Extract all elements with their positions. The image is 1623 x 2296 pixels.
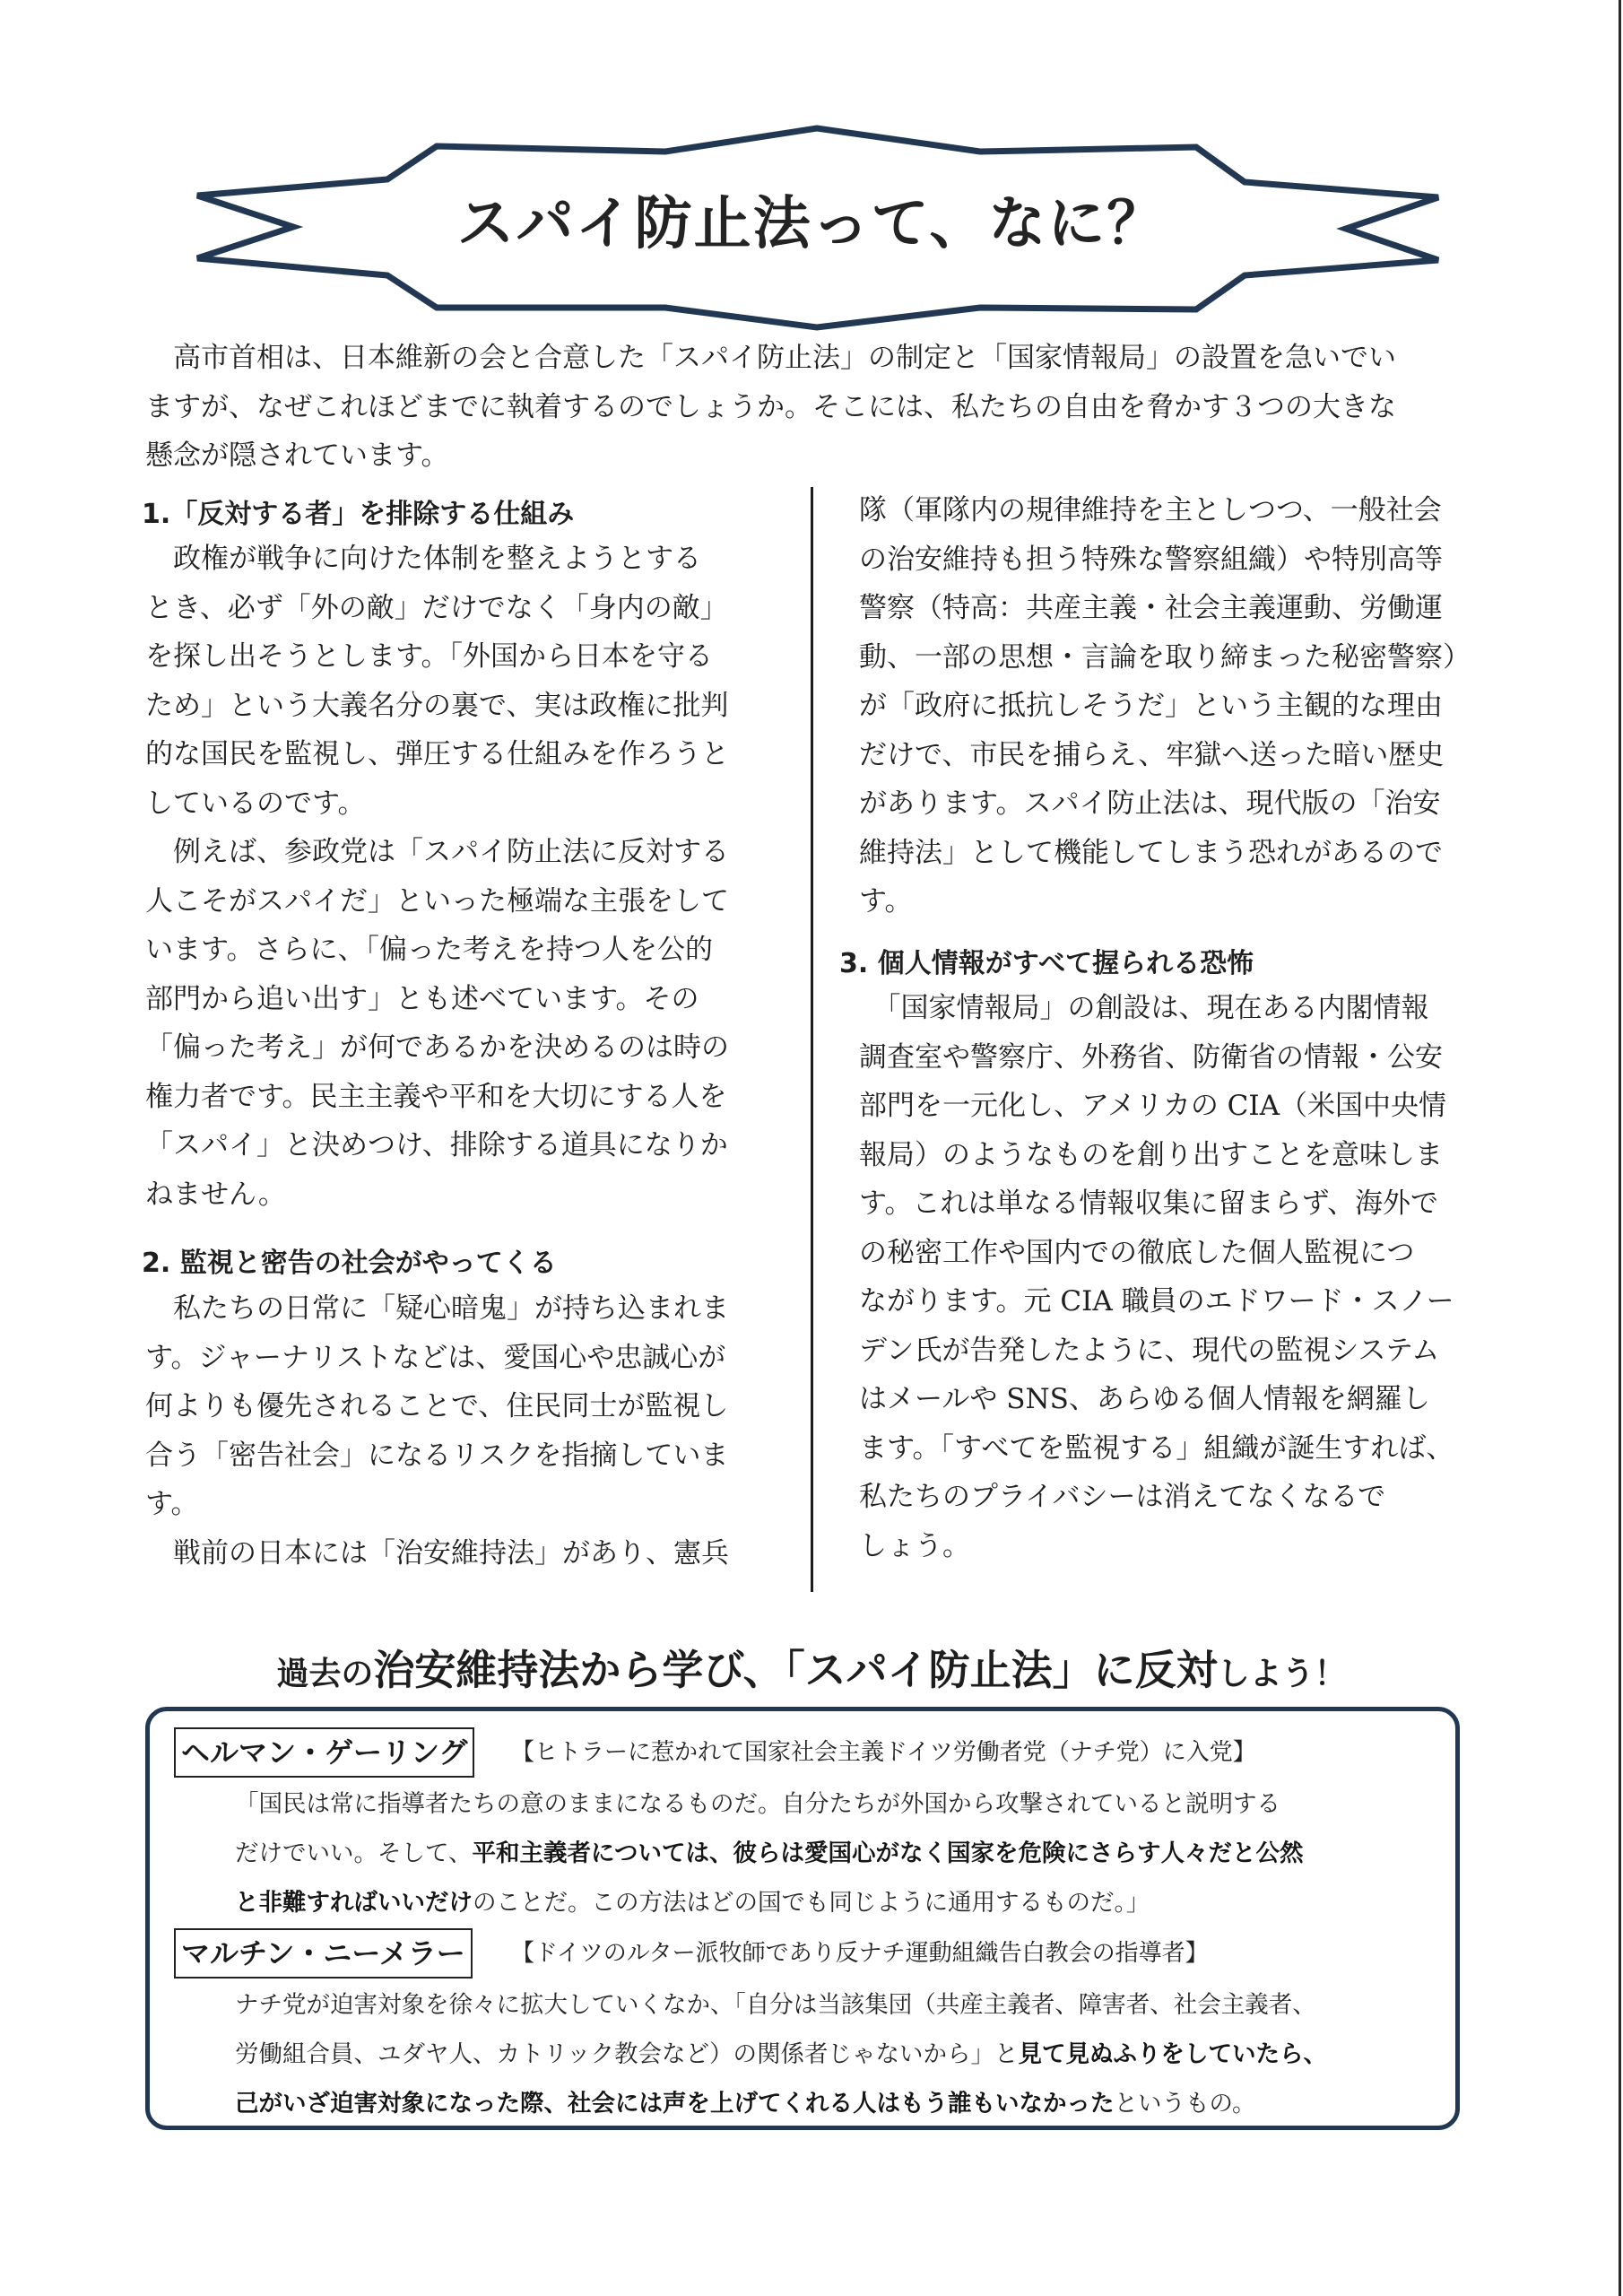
quote-1-line <box>235 1836 1303 1872</box>
quote-text: ナチ党が迫害対象を徐々に拡大していくなか、「自分は当該集団（共産主義者、障害者、社会主義者、 <box>235 1991 1316 2019</box>
section-3-heading: 3. 個人情報がすべて握られる恐怖 <box>839 948 1254 979</box>
quote-2-line <box>235 2086 1255 2122</box>
body-line: 「偏った考え」が何であるかを決めるのは時の <box>145 1031 729 1064</box>
body-line: 的な国民を監視し、弾圧する仕組みを作ろうと <box>145 738 729 770</box>
body-line: 政権が戦争に向けた体制を整えようとする <box>145 543 701 575</box>
emphasis-text: と非難すればいいだけ <box>235 1889 473 1917</box>
body-line: 部門を一元化し、アメリカの CIA（米国中央情 <box>859 1090 1447 1122</box>
intro-line: ますが、なぜこれほどまでに執着するのでしょうか。そこには、私たちの自由を脅かす３つの大きな <box>145 390 1396 423</box>
body-line: 何よりも優先されることで、住民同士が監視し <box>145 1390 729 1422</box>
quote-2-line <box>235 2037 1327 2073</box>
body-line: 維持法」として機能してしまう恐れがあるので <box>859 836 1443 869</box>
body-line: だけで、市民を捕らえ、牢獄へ送った暗い歴史 <box>859 738 1445 771</box>
quote-2-description: 【ドイツのルター派牧師であり反ナチ運動組織告白教会の指導者】 <box>511 1940 1209 1967</box>
intro-paragraph <box>145 334 1481 481</box>
body-line: す。 <box>145 1488 199 1520</box>
intro-line: 高市首相は、日本維新の会と合意した「スパイ防止法」の制定と「国家情報局」の設置を急いでい <box>145 342 1396 374</box>
body-line: 「国家情報局」の創設は、現在ある内閣情報 <box>859 992 1429 1024</box>
body-line: す。ジャーナリストなどは、愛国心や忠誠心が <box>145 1341 726 1374</box>
quote-2-line <box>235 1987 1316 2023</box>
quote-2-name: マルチン・ニーメラー <box>174 1928 473 1979</box>
call-to-action-banner <box>0 1641 1623 1709</box>
body-line: います。さらに、「偏った考えを持つ人を公的 <box>145 934 714 966</box>
quote-text: だけでいい。そして、 <box>235 1839 473 1867</box>
banner-part-1: 過去の <box>276 1656 374 1692</box>
body-line: 警察（特高：共産主義・社会主義運動、労働運 <box>859 592 1443 624</box>
emphasis-text: 己がいざ迫害対象になった際、社会には声を上げてくれる人はもう誰もいなかった <box>235 2090 1115 2118</box>
body-line: の秘密工作や国内での徹底した個人監視につ <box>859 1236 1415 1269</box>
banner-part-3: しよう！ <box>1217 1656 1347 1692</box>
body-line: 報局）のようなものを創り出すことを意味しま <box>859 1138 1443 1171</box>
emphasis-text: 見て見ぬふりをしていたら、 <box>1018 2040 1327 2068</box>
body-line: デン氏が告発したように、現代の監視システム <box>859 1334 1440 1367</box>
section-1-heading: 1.「反対する者」を排除する仕組み <box>142 499 575 530</box>
body-line: を探し出そうとします。「外国から日本を守る <box>145 640 714 673</box>
body-line: しているのです。 <box>145 787 366 820</box>
section-2-heading: 2. 監視と密告の社会がやってくる <box>142 1248 557 1279</box>
quote-1-line <box>235 1787 1280 1822</box>
body-line: があります。スパイ防止法は、現代版の「治安 <box>859 787 1441 820</box>
section-2-body-continued <box>859 486 1487 926</box>
body-line: ながります。元 CIA 職員のエドワード・スノー <box>859 1285 1454 1318</box>
body-line: 権力者です。民主主義や平和を大切にする人を <box>145 1080 727 1113</box>
body-line: 私たちの日常に「疑心暗鬼」が持ち込まれま <box>145 1292 729 1325</box>
body-line: 隊（軍隊内の規律維持を主としつつ、一般社会 <box>859 494 1442 526</box>
body-line: ため」という大義名分の裏で、実は政権に批判 <box>145 689 729 722</box>
body-line: の治安維持も担う特殊な警察組織）や特別高等 <box>859 543 1443 576</box>
body-line: ねません。 <box>145 1178 286 1211</box>
body-line: す。 <box>859 885 913 918</box>
body-line: しょう。 <box>859 1529 970 1562</box>
intro-line: 懸念が隠されています。 <box>145 439 449 472</box>
quote-text: 「国民は常に指導者たちの意のままになるものだ。自分たちが外国から攻撃されていると説明する <box>235 1790 1280 1818</box>
body-line: ます。「すべてを監視する」組織が誕生すれば、 <box>859 1431 1454 1465</box>
body-line: す。これは単なる情報収集に留まらず、海外で <box>859 1187 1439 1220</box>
quote-1-name: ヘルマン・ゲーリング <box>174 1727 474 1778</box>
quote-1-line <box>235 1885 1150 1921</box>
body-line: 「スパイ」と決めつけ、排除する道具になりか <box>145 1129 728 1161</box>
section-2-body <box>145 1284 791 1578</box>
body-line: 調査室や警察庁、外務省、防衛省の情報・公安 <box>859 1040 1443 1074</box>
body-line: が「政府に抵抗しそうだ」という主観的な理由 <box>859 690 1443 722</box>
page-title: スパイ防止法って、なに？ <box>456 191 1167 257</box>
body-line: 合う「密告社会」になるリスクを指摘していま <box>145 1439 729 1472</box>
body-line: 部門から追い出す」とも述べています。その <box>145 982 699 1015</box>
body-line: はメールや SNS、あらゆる個人情報を網羅し <box>859 1383 1430 1415</box>
quote-text: 労働組合員、ユダヤ人、カトリック教会など）の関係者じゃないから」と <box>235 2040 1019 2068</box>
column-divider <box>811 487 813 1592</box>
quote-text: のことだ。この方法はどの国でも同じように通用するものだ。」 <box>473 1889 1150 1917</box>
section-1-body <box>145 535 791 1219</box>
body-line: 私たちのプライバシーは消えてなくなるで <box>859 1481 1386 1513</box>
banner-part-2: 治安維持法から学び、「スパイ防止法」に反対 <box>373 1646 1218 1694</box>
body-line: 例えば、参政党は「スパイ防止法に反対する <box>145 836 729 868</box>
section-3-body <box>859 984 1487 1570</box>
body-line: 人こそがスパイだ」といった極端な主張をして <box>145 884 729 918</box>
quote-text: というもの。 <box>1114 2090 1256 2118</box>
body-line: とき、必ず「外の敵」だけでなく「身内の敵」 <box>145 591 728 624</box>
body-line: 動、一部の思想・言論を取り締まった秘密警察） <box>859 640 1471 674</box>
emphasis-text: 平和主義者については、彼らは愛国心がなく国家を危険にさらす人々だと公然 <box>472 1839 1304 1867</box>
quote-1-description: 【ヒトラーに惹かれて国家社会主義ドイツ労働者党（ナチ党）に入党】 <box>511 1739 1256 1766</box>
body-line: 戦前の日本には「治安維持法」があり、憲兵 <box>145 1536 729 1570</box>
